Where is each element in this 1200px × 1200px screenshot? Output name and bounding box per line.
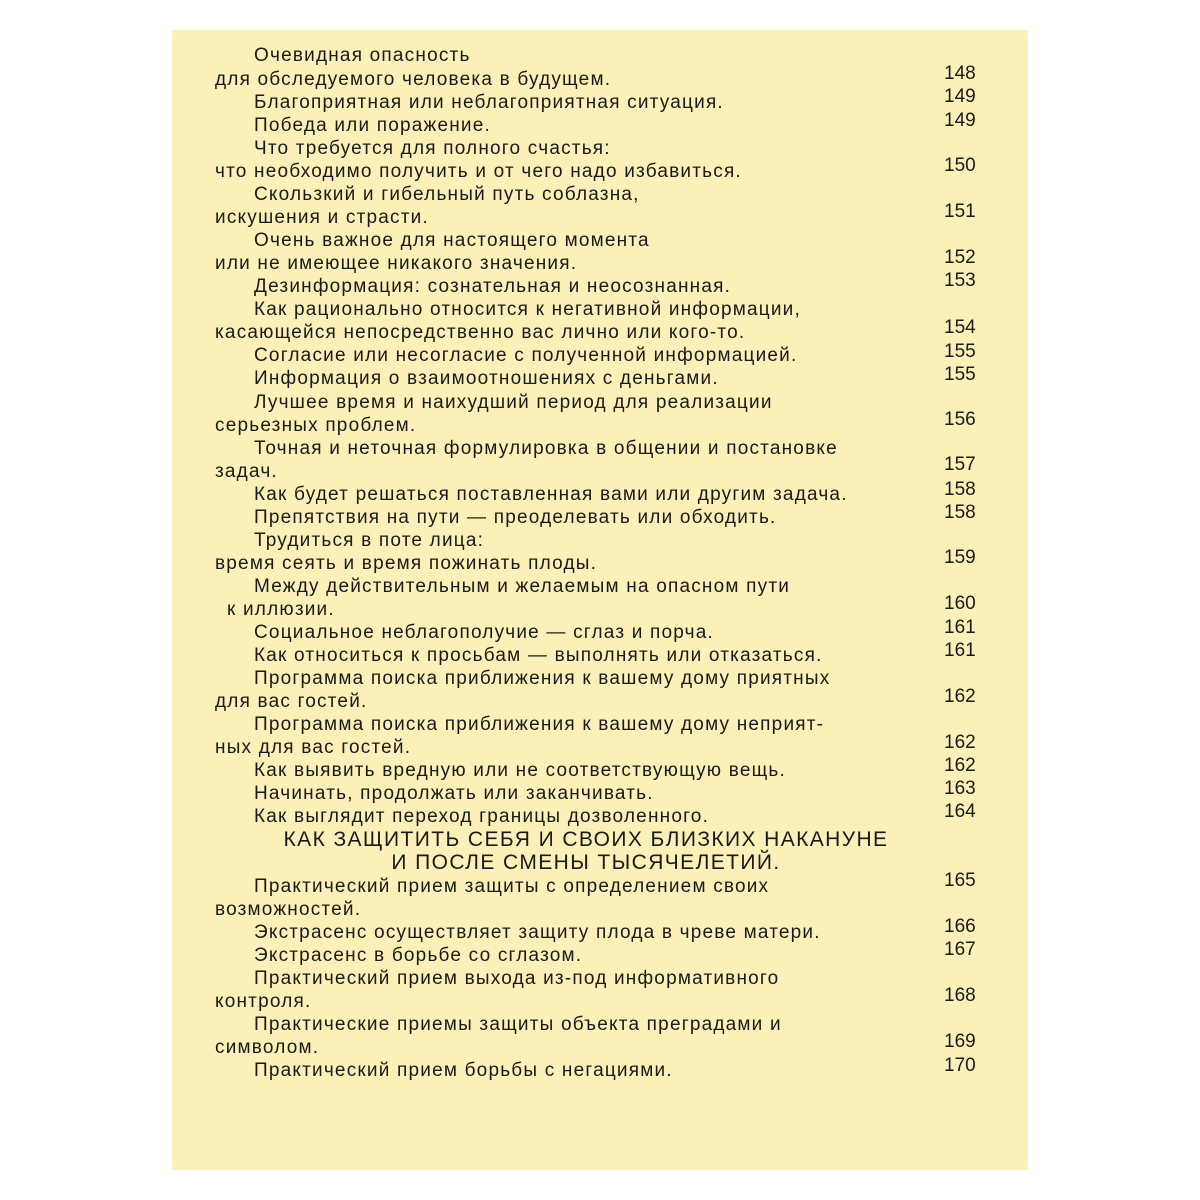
- toc-page-number: 153: [944, 270, 976, 291]
- toc-entry-line: для обследуемого человека в будущем.: [215, 69, 612, 90]
- toc-entry-line: Скользкий и гибельный путь соблазна,: [254, 184, 640, 205]
- toc-page-number: 170: [944, 1055, 976, 1076]
- toc-entry-line: Практический прием выхода из-под информативного: [254, 968, 780, 989]
- toc-entry-line: Очень важное для настоящего момента: [254, 230, 650, 251]
- toc-page-number: 152: [944, 247, 976, 268]
- toc-entry-line: или не имеющее никакого значения.: [215, 253, 578, 274]
- toc-page-number: 168: [944, 985, 976, 1006]
- toc-entry-line: Как рационально относится к негативной информации,: [254, 299, 801, 320]
- toc-page-number: 151: [944, 201, 976, 222]
- toc-page-number: 154: [944, 317, 976, 338]
- toc-entry-line: Как относиться к просьбам — выполнять или отказаться.: [254, 645, 823, 666]
- toc-entry-line: Начинать, продолжать или заканчивать.: [254, 783, 654, 804]
- toc-page-number: 162: [944, 686, 976, 707]
- toc-entry-line: Трудиться в поте лица:: [254, 530, 485, 551]
- toc-entry-line: Что требуется для полного счастья:: [254, 138, 611, 159]
- toc-entry-line: Экстрасенс в борьбе со сглазом.: [254, 945, 583, 966]
- book-page: [172, 30, 1028, 1170]
- toc-page-number: 160: [944, 593, 976, 614]
- toc-page-number: 163: [944, 778, 976, 799]
- toc-entry-line: к иллюзии.: [227, 599, 335, 620]
- toc-entry-line: Практический прием защиты с определением своих: [254, 876, 770, 897]
- toc-entry-line: Точная и неточная формулировка в общении и постановке: [254, 438, 838, 459]
- toc-entry-line: ных для вас гостей.: [215, 737, 412, 758]
- toc-entry-line: Программа поиска приближения к вашему дому неприят-: [254, 714, 825, 735]
- toc-page-number: 158: [944, 502, 976, 523]
- toc-entry-line: Как будет решаться поставленная вами или другим задача.: [254, 484, 848, 505]
- toc-entry-line: что необходимо получить и от чего надо избавиться.: [215, 161, 742, 182]
- toc-page-number: 157: [944, 454, 976, 475]
- toc-page-number: 150: [944, 155, 976, 176]
- toc-entry-line: Как выявить вредную или не соответствующую вещь.: [254, 760, 786, 781]
- toc-entry-line: Практический прием борьбы с негациями.: [254, 1060, 673, 1081]
- toc-page-number: 155: [944, 364, 976, 385]
- toc-entry-line: Программа поиска приближения к вашему дому приятных: [254, 668, 831, 689]
- toc-page-number: 169: [944, 1031, 976, 1052]
- toc-page-number: 165: [944, 870, 976, 891]
- toc-page-number: 167: [944, 939, 976, 960]
- toc-entry-line: Благоприятная или неблагоприятная ситуация.: [254, 92, 724, 113]
- toc-entry-line: задач.: [215, 461, 278, 482]
- toc-page-number: 162: [944, 732, 976, 753]
- toc-entry-line: Информация о взаимоотношениях с деньгами.: [254, 368, 719, 389]
- toc-page-number: 156: [944, 409, 976, 430]
- toc-entry-line: для вас гостей.: [215, 691, 368, 712]
- toc-page-number: 162: [944, 755, 976, 776]
- toc-entry-line: Согласие или несогласие с полученной информацией.: [254, 345, 798, 366]
- toc-entry-line: Как выглядит переход границы дозволенного.: [254, 806, 710, 827]
- toc-page-number: 148: [944, 63, 976, 84]
- toc-page-number: 158: [944, 479, 976, 500]
- toc-entry-line: время сеять и время пожинать плоды.: [215, 553, 598, 574]
- toc-page-number: 149: [944, 110, 976, 131]
- toc-entry-line: Социальное неблагополучие — сглаз и порча.: [254, 622, 714, 643]
- toc-page-number: 149: [944, 86, 976, 107]
- toc-entry-line: Победа или поражение.: [254, 115, 491, 136]
- toc-entry-line: Лучшее время и наихудший период для реализации: [254, 392, 773, 413]
- toc-entry-line: символом.: [215, 1037, 320, 1058]
- toc-entry-line: контроля.: [215, 991, 312, 1012]
- toc-entry-line: Между действительным и желаемым на опасном пути: [254, 576, 791, 597]
- section-heading: КАК ЗАЩИТИТЬ СЕБЯ И СВОИХ БЛИЗКИХ НАКАНУНЕ: [283, 828, 889, 851]
- toc-page-number: 159: [944, 547, 976, 568]
- toc-page-number: 161: [944, 640, 976, 661]
- toc-entry-line: касающейся непосредственно вас лично или кого-то.: [215, 322, 746, 343]
- toc-page-number: 161: [944, 617, 976, 638]
- section-heading: И ПОСЛЕ СМЕНЫ ТЫСЯЧЕЛЕТИЙ.: [391, 851, 781, 874]
- toc-page-number: 155: [944, 341, 976, 362]
- toc-entry-line: Практические приемы защиты объекта преградами и: [254, 1014, 782, 1035]
- toc-entry-line: искушения и страсти.: [215, 207, 429, 228]
- toc-entry-line: Дезинформация: сознательная и неосознанная.: [254, 276, 732, 297]
- toc-page-number: 166: [944, 916, 976, 937]
- toc-entry-line: возможностей.: [215, 899, 362, 920]
- toc-entry-line: Очевидная опасность: [254, 45, 471, 66]
- toc-entry-line: Препятствия на пути — преоделевать или обходить.: [254, 507, 777, 528]
- toc-entry-line: Экстрасенс осуществляет защиту плода в чреве матери.: [254, 922, 821, 943]
- toc-page-number: 164: [944, 801, 976, 822]
- toc-entry-line: серьезных проблем.: [215, 415, 417, 436]
